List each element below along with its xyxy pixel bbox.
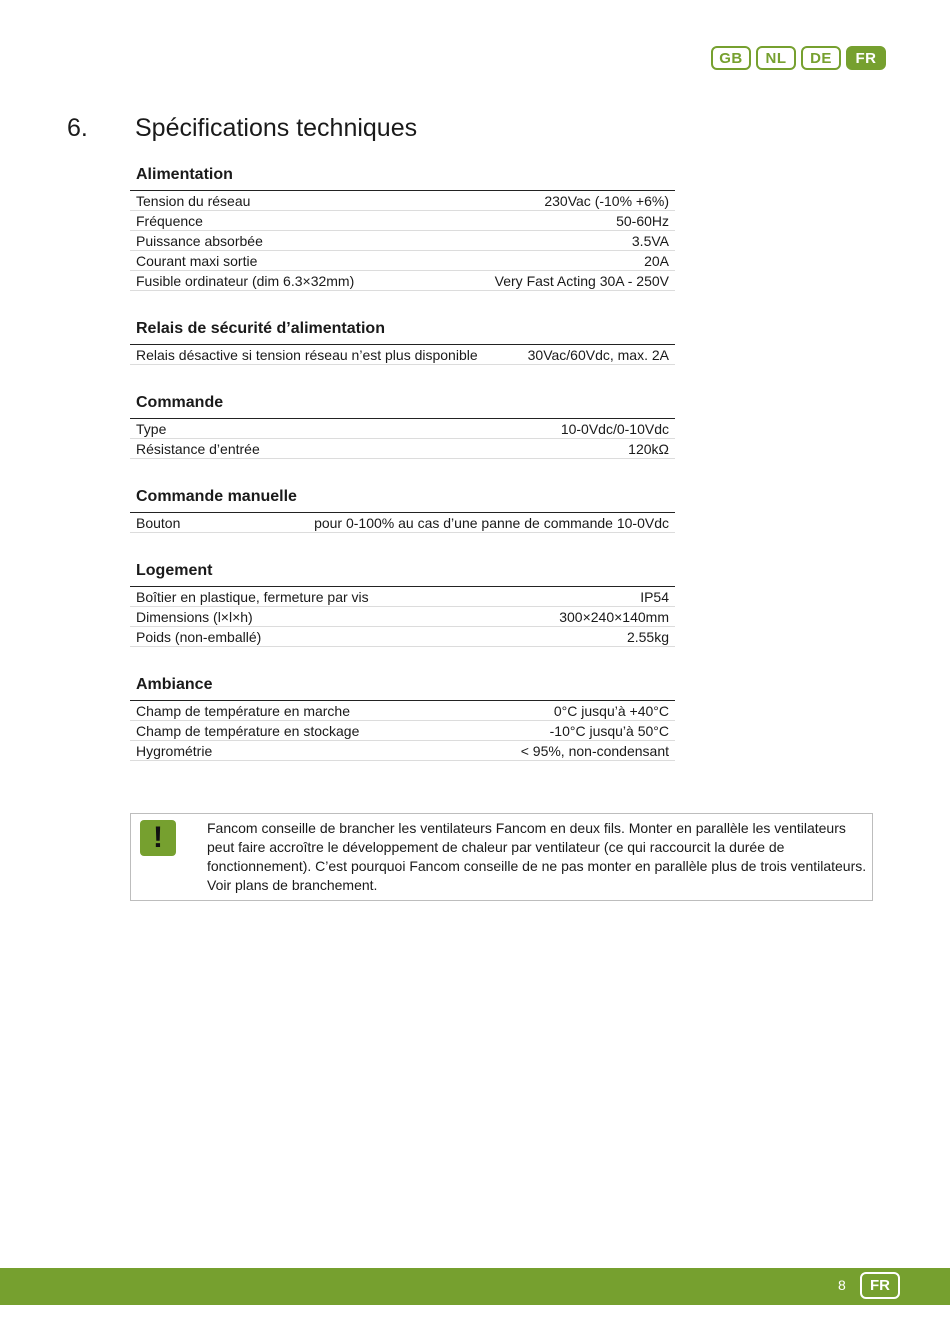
footer-language-badge: FR [860,1272,900,1299]
spec-value: Very Fast Acting 30A - 250V [494,272,669,289]
spec-group-logement [130,561,675,647]
spec-row [130,439,675,459]
spec-row [130,271,675,291]
spec-value: IP54 [640,588,669,605]
spec-label: Résistance d’entrée [136,440,260,457]
spec-value: < 95%, non-condensant [520,742,669,759]
lang-tab-gb[interactable]: GB [711,46,751,70]
spec-row [130,721,675,741]
spec-row [130,251,675,271]
spec-label: Champ de température en marche [136,702,350,719]
spec-group-relais [130,319,675,365]
spec-group-ambiance [130,675,675,761]
spec-value: -10°C jusqu’à 50°C [549,722,669,739]
spec-label: Fusible ordinateur (dim 6.3×32mm) [136,272,355,289]
spec-label: Relais désactive si tension réseau n’est plus disponible [136,346,478,363]
spec-label: Champ de température en stockage [136,722,360,739]
spec-label: Puissance absorbée [136,232,263,249]
spec-row [130,627,675,647]
page-number: 8 [838,1277,846,1293]
spec-row [130,211,675,231]
spec-value: 0°C jusqu’à +40°C [553,702,669,719]
spec-row [130,419,675,439]
spec-row [130,191,675,211]
spec-value: 120kΩ [628,440,669,457]
spec-group-commande [130,393,675,459]
exclamation-icon: ! [140,820,176,856]
lang-tab-nl[interactable]: NL [756,46,796,70]
spec-value: 30Vac/60Vdc, max. 2A [527,346,669,363]
spec-group-title: Commande [130,393,675,419]
spec-value: 230Vac (-10% +6%) [544,192,669,209]
spec-label: Tension du réseau [136,192,251,209]
spec-group-title: Logement [130,561,675,587]
spec-group-commande-manuelle [130,487,675,533]
spec-tables [130,165,675,789]
spec-label: Boîtier en plastique, fermeture par vis [136,588,369,605]
spec-row [130,741,675,761]
spec-label: Poids (non-emballé) [136,628,262,645]
notice-text: Fancom conseille de brancher les ventilateurs Fancom en deux fils. Monter en parallèle les ventilateurs peut faire accroître le développement de chaleur par ventilateur (ce qui raccourcit la durée de fonctionnement). C’est pourquoi Fancom conseille de ne pas monter en parallèle plus de trois ventilateurs. Voir plans de branchement. [207,820,867,893]
section-number: 6. [67,114,88,142]
spec-row [130,587,675,607]
spec-label: Hygrométrie [136,742,213,759]
spec-row [130,701,675,721]
spec-label: Courant maxi sortie [136,252,258,269]
spec-label: Bouton [136,514,181,531]
spec-value: 20A [644,252,669,269]
section-title: Spécifications techniques [135,114,418,142]
spec-value: 3.5VA [631,232,669,249]
warning-notice [130,813,873,901]
spec-value: 2.55kg [626,628,669,645]
spec-value: 10-0Vdc/0-10Vdc [560,420,669,437]
spec-row [130,231,675,251]
spec-value: 50-60Hz [616,212,669,229]
spec-row [130,513,675,533]
spec-row [130,345,675,365]
spec-group-title: Commande manuelle [130,487,675,513]
language-tabs [711,46,886,70]
spec-label: Dimensions (l×l×h) [136,608,253,625]
spec-row [130,607,675,627]
spec-group-title: Ambiance [130,675,675,701]
spec-group-title: Relais de sécurité d’alimentation [130,319,675,345]
spec-label: Fréquence [136,212,203,229]
lang-tab-fr[interactable]: FR [846,46,886,70]
spec-label: Type [136,420,167,437]
spec-value: 300×240×140mm [559,608,669,625]
spec-group-alimentation [130,165,675,291]
footer-bar [0,1268,950,1305]
spec-group-title: Alimentation [130,165,675,191]
lang-tab-de[interactable]: DE [801,46,841,70]
spec-value: pour 0-100% au cas d’une panne de commande 10-0Vdc [314,514,669,531]
